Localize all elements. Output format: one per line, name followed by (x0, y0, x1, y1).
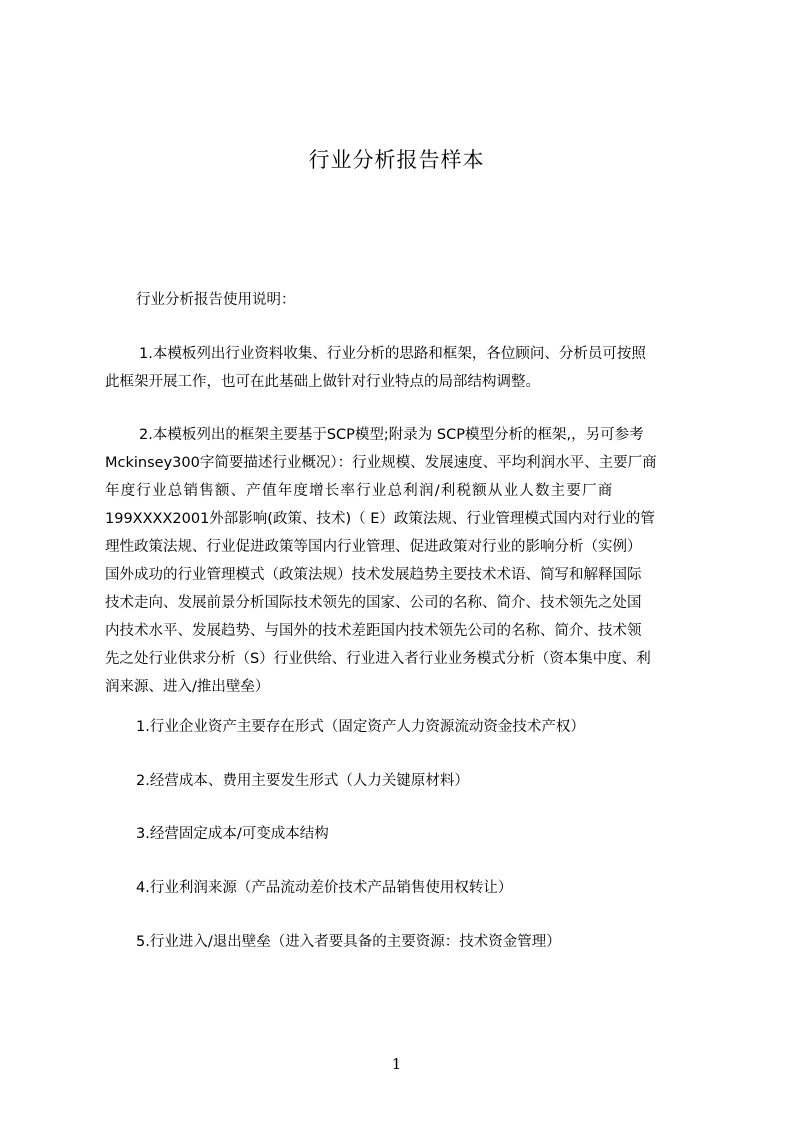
page-number: 1 (391, 1055, 402, 1073)
paragraph-2-line: 年度行业总销售额、产值年度增长率行业总利润/利税额从业人数主要厂商 (105, 483, 614, 499)
paragraph-2-line: 理性政策法规、行业促进政策等国内行业管理、促进政策对行业的影响分析（实例） (105, 539, 642, 555)
paragraph-1-line: 此框架开展工作，也可在此基础上做针对行业特点的局部结构调整。 (105, 374, 540, 390)
list-item: 1.行业企业资产主要存在形式（固定资产人力资源流动资金技术产权） (136, 719, 585, 735)
list-item: 3.经营固定成本/可变成本结构 (136, 826, 329, 842)
paragraph-2-line: 国外成功的行业管理模式（政策法规）技术发展趋势主要技术术语、简写和解释国际 (105, 567, 642, 583)
paragraph-2-line: 技术走向、发展前景分析国际技术领先的国家、公司的名称、简介、技术领先之处国 (105, 595, 642, 611)
paragraph-2-line: 2.本模板列出的框架主要基于SCP模型;附录为 SCP模型分析的框架,，另可参考 (139, 427, 644, 443)
paragraph-2-line: 199XXXX2001外部影响(政策、技术)（ E）政策法规、行业管理模式国内对行业的管 (105, 511, 655, 527)
paragraph-1-line: 1.本模板列出行业资料收集、行业分析的思路和框架，各位顾问、分析员可按照 (139, 346, 646, 362)
paragraph-2-line: Mckinsey300字简要描述行业概况）：行业规模、发展速度、平均利润水平、主要厂商 (105, 455, 657, 471)
list-item: 4.行业利润来源（产品流动差价技术产品销售使用权转让） (136, 880, 513, 896)
document-title: 行业分析报告样本 (308, 148, 485, 172)
paragraph-2-line: 先之处行业供求分析（S）行业供给、行业进入者行业业务模式分析（资本集中度、利 (105, 651, 651, 667)
paragraph-1 (105, 340, 705, 396)
intro-text: 行业分析报告使用说明： (136, 292, 296, 308)
list-item: 5.行业进入/退出壁垒（进入者要具备的主要资源：技术资金管理） (136, 934, 561, 950)
paragraph-2-line: 润来源、进入/推出壁垒） (105, 679, 270, 695)
list-item: 2.经营成本、费用主要发生形式（人力关键原材料） (136, 773, 469, 789)
paragraph-2 (105, 421, 705, 701)
paragraph-2-line: 内技术水平、发展趋势、与国外的技术差距国内技术领先公司的名称、简介、技术领 (105, 623, 642, 639)
